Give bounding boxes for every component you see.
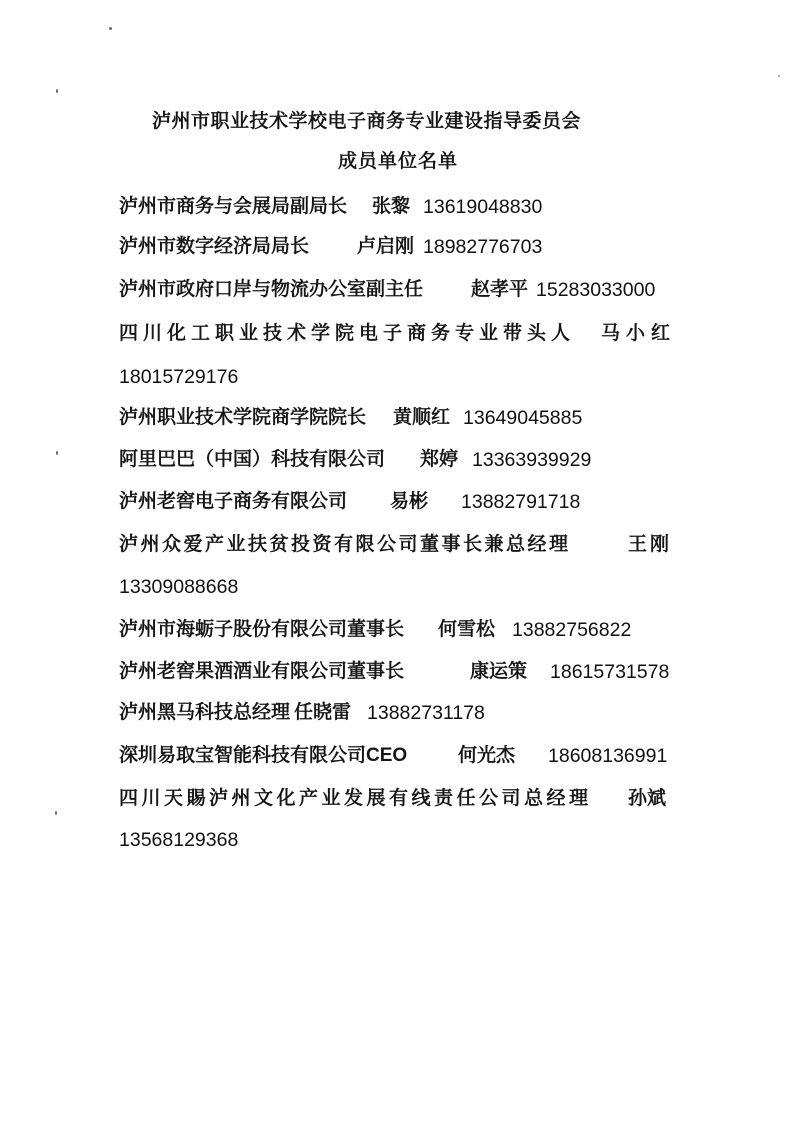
member-phone: 13882791718: [461, 491, 581, 513]
member-phone: 18015729176: [119, 366, 239, 388]
document-subtitle: 成员单位名单: [338, 151, 459, 172]
member-row: [0, 660, 793, 684]
member-phone: 13309088668: [119, 576, 239, 598]
member-title: 四川化工职业技术学院电子商务专业带头人: [119, 323, 576, 344]
member-title: 泸州市商务与会展局副局长: [119, 196, 348, 217]
member-phone: 13619048830: [423, 196, 543, 218]
member-name: 卢启刚: [357, 236, 415, 257]
member-name: 王刚: [628, 534, 673, 555]
member-phone: 15283033000: [536, 279, 656, 301]
scan-speck: [55, 811, 57, 815]
member-row: [0, 787, 793, 811]
document-title: 泸州市职业技术学校电子商务专业建设指导委员会: [152, 111, 582, 132]
member-title: 深圳易取宝智能科技有限公司CEO: [119, 745, 408, 766]
member-phone: 18608136991: [548, 745, 668, 767]
member-row: [0, 322, 793, 346]
member-title: 泸州市海蛎子股份有限公司董事长: [119, 619, 405, 640]
member-phone: 13882731178: [367, 702, 485, 724]
member-title: 泸州职业技术学院商学院院长: [119, 407, 367, 428]
member-row-continued: [0, 575, 793, 599]
member-phone: 13363939929: [472, 449, 592, 471]
member-name: 康运策: [470, 661, 528, 682]
member-name: 马小红: [601, 323, 677, 344]
member-title: 泸州市政府口岸与物流办公室副主任: [119, 279, 424, 300]
member-title: 泸州市数字经济局局长: [119, 236, 310, 257]
member-row: [0, 235, 793, 259]
member-phone: 13568129368: [119, 829, 239, 851]
member-name: 何雪松: [438, 619, 496, 640]
member-row: [0, 278, 793, 302]
member-row: [0, 533, 793, 557]
member-phone: 13649045885: [463, 407, 583, 429]
member-title: 泸州老窖果酒酒业有限公司董事长: [119, 661, 405, 682]
member-row: [0, 448, 793, 472]
member-name: 赵孝平: [471, 279, 529, 300]
member-row: [0, 744, 793, 768]
member-row: [0, 406, 793, 430]
member-title: 泸州黑马科技总经理: [119, 702, 291, 723]
member-phone: 13882756822: [512, 619, 632, 641]
member-name: 郑婷: [420, 449, 459, 470]
member-row-continued: [0, 365, 793, 389]
member-name: 易彬: [390, 491, 429, 512]
member-title: 泸州众爱产业扶贫投资有限公司董事长兼总经理: [119, 534, 571, 555]
scan-speck: [778, 75, 780, 77]
member-row: [0, 618, 793, 642]
member-name: 张黎: [372, 196, 411, 217]
member-title: 四川天賜泸州文化产业发展有线责任公司总经理: [119, 788, 592, 809]
member-title: 泸州老窖电子商务有限公司: [119, 491, 348, 512]
member-name: 黄顺红: [393, 407, 451, 428]
member-row: [0, 195, 793, 219]
scan-speck: [56, 89, 58, 93]
scan-speck: [109, 27, 112, 30]
member-name: 何光杰: [458, 745, 516, 766]
member-name: 任晓雷: [294, 702, 352, 723]
member-phone: 18982776703: [423, 236, 543, 258]
member-row: [0, 490, 793, 514]
member-name: 孙斌: [628, 788, 667, 809]
member-title: 阿里巴巴（中国）科技有限公司: [119, 449, 386, 470]
member-phone: 18615731578: [550, 661, 670, 683]
member-row: [0, 701, 793, 725]
member-row-continued: [0, 828, 793, 852]
